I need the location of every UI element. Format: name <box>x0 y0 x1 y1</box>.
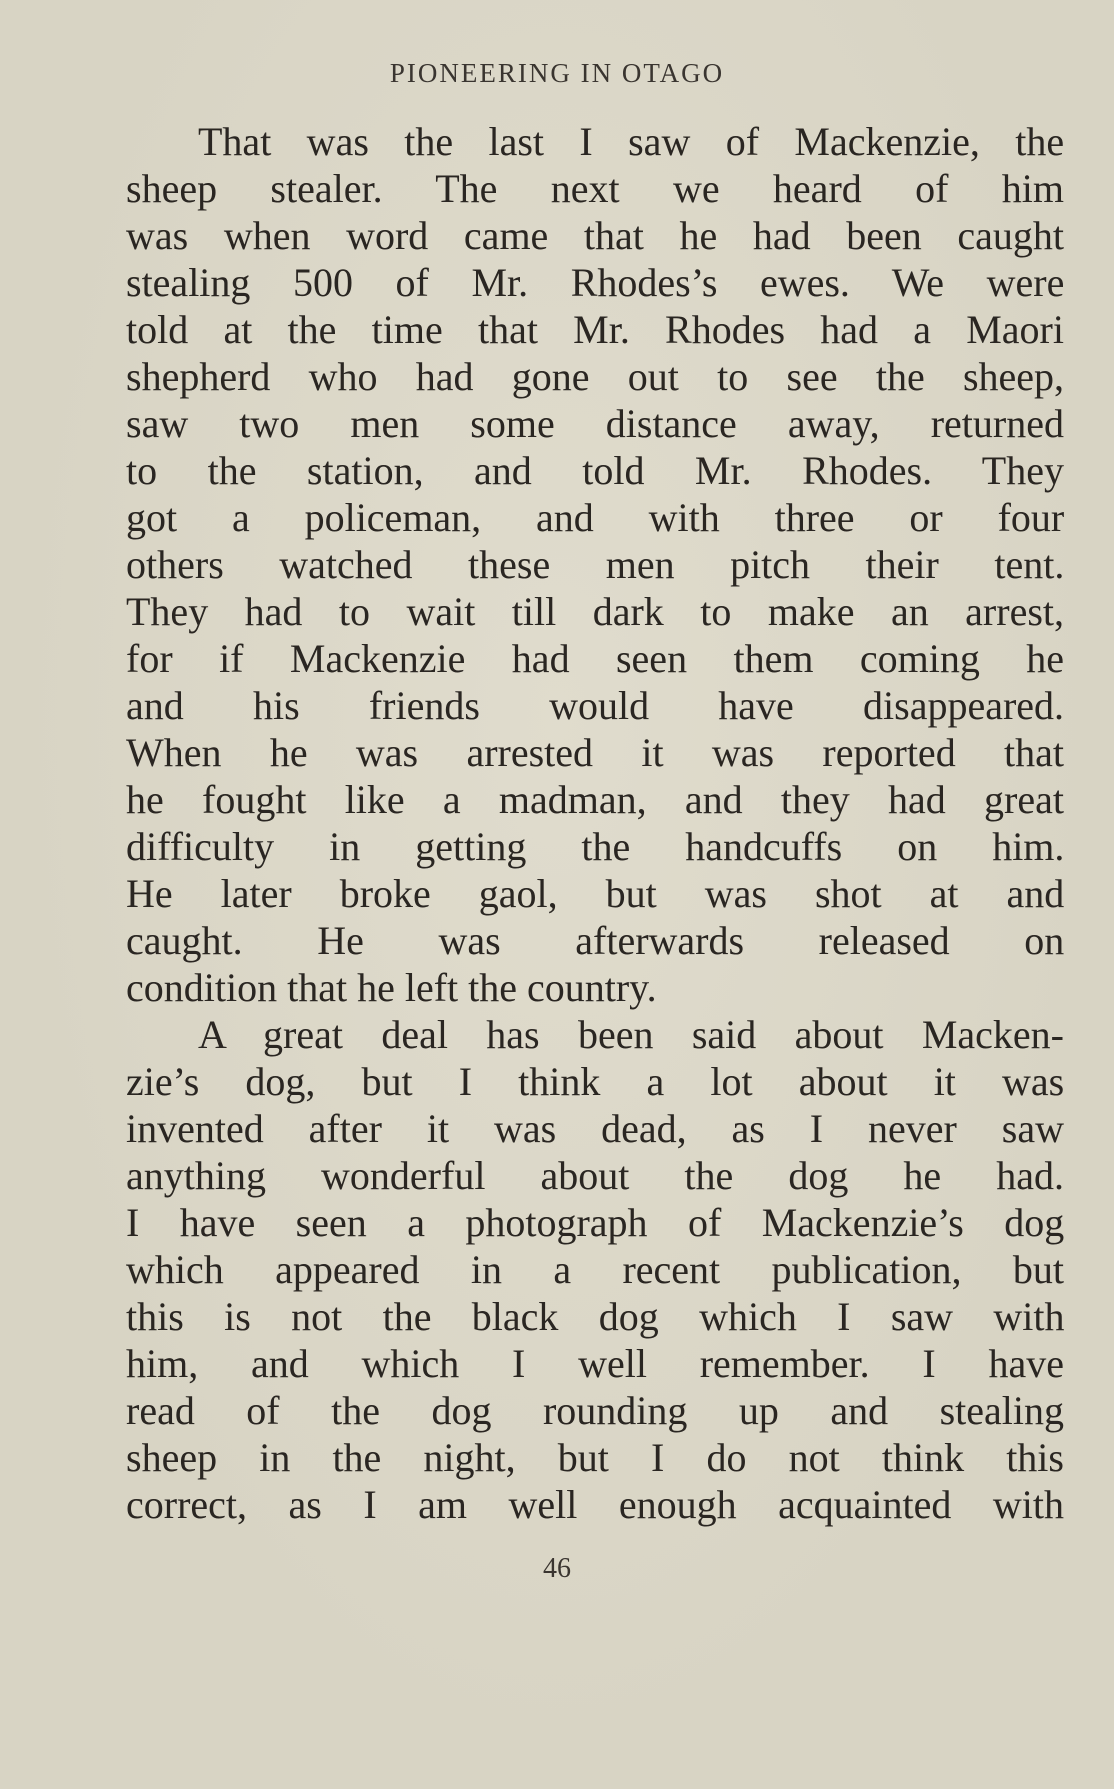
text-line: caught. He was afterwards released on <box>126 918 1064 963</box>
text-line: he fought like a madman, and they had great <box>126 777 1064 822</box>
text-line: shepherd who had gone out to see the sheep, <box>126 354 1064 399</box>
text-line: others watched these men pitch their tent. <box>126 542 1064 587</box>
paragraph-1 <box>126 118 1064 1011</box>
text-line: condition that he left the country. <box>126 965 657 1010</box>
text-line: told at the time that Mr. Rhodes had a Maori <box>126 307 1064 352</box>
text-line: stealing 500 of Mr. Rhodes’s ewes. We were <box>126 260 1064 305</box>
text-line: anything wonderful about the dog he had. <box>126 1153 1064 1198</box>
text-line: invented after it was dead, as I never saw <box>126 1106 1064 1151</box>
text-line: When he was arrested it was reported that <box>126 730 1064 775</box>
paragraph-2 <box>126 1011 1064 1528</box>
page-number: 46 <box>543 1553 571 1584</box>
text-line: for if Mackenzie had seen them coming he <box>126 636 1064 681</box>
text-line: got a policeman, and with three or four <box>126 495 1064 540</box>
text-line: to the station, and told Mr. Rhodes. They <box>126 448 1064 493</box>
text-line: sheep stealer. The next we heard of him <box>126 166 1064 211</box>
text-line: zie’s dog, but I think a lot about it was <box>126 1059 1064 1104</box>
text-line: They had to wait till dark to make an arrest, <box>126 589 1064 634</box>
text-line: correct, as I am well enough acquainted with <box>126 1482 1064 1527</box>
text-line: this is not the black dog which I saw with <box>126 1294 1064 1339</box>
body-text <box>126 118 1064 1528</box>
text-line: read of the dog rounding up and stealing <box>126 1388 1064 1433</box>
text-line: which appeared in a recent publication, but <box>126 1247 1064 1292</box>
text-line: I have seen a photograph of Mackenzie’s dog <box>126 1200 1064 1245</box>
text-line: difficulty in getting the handcuffs on him. <box>126 824 1064 869</box>
text-line: He later broke gaol, but was shot at and <box>126 871 1064 916</box>
text-line: A great deal has been said about Macken- <box>198 1012 1064 1057</box>
running-head: PIONEERING IN OTAGO <box>389 58 725 88</box>
text-line: That was the last I saw of Mackenzie, the <box>198 119 1064 164</box>
text-line: saw two men some distance away, returned <box>126 401 1064 446</box>
text-line: sheep in the night, but I do not think this <box>126 1435 1064 1480</box>
text-line: was when word came that he had been caught <box>126 213 1064 258</box>
text-line: him, and which I well remember. I have <box>126 1341 1064 1386</box>
text-line: and his friends would have disappeared. <box>126 683 1064 728</box>
